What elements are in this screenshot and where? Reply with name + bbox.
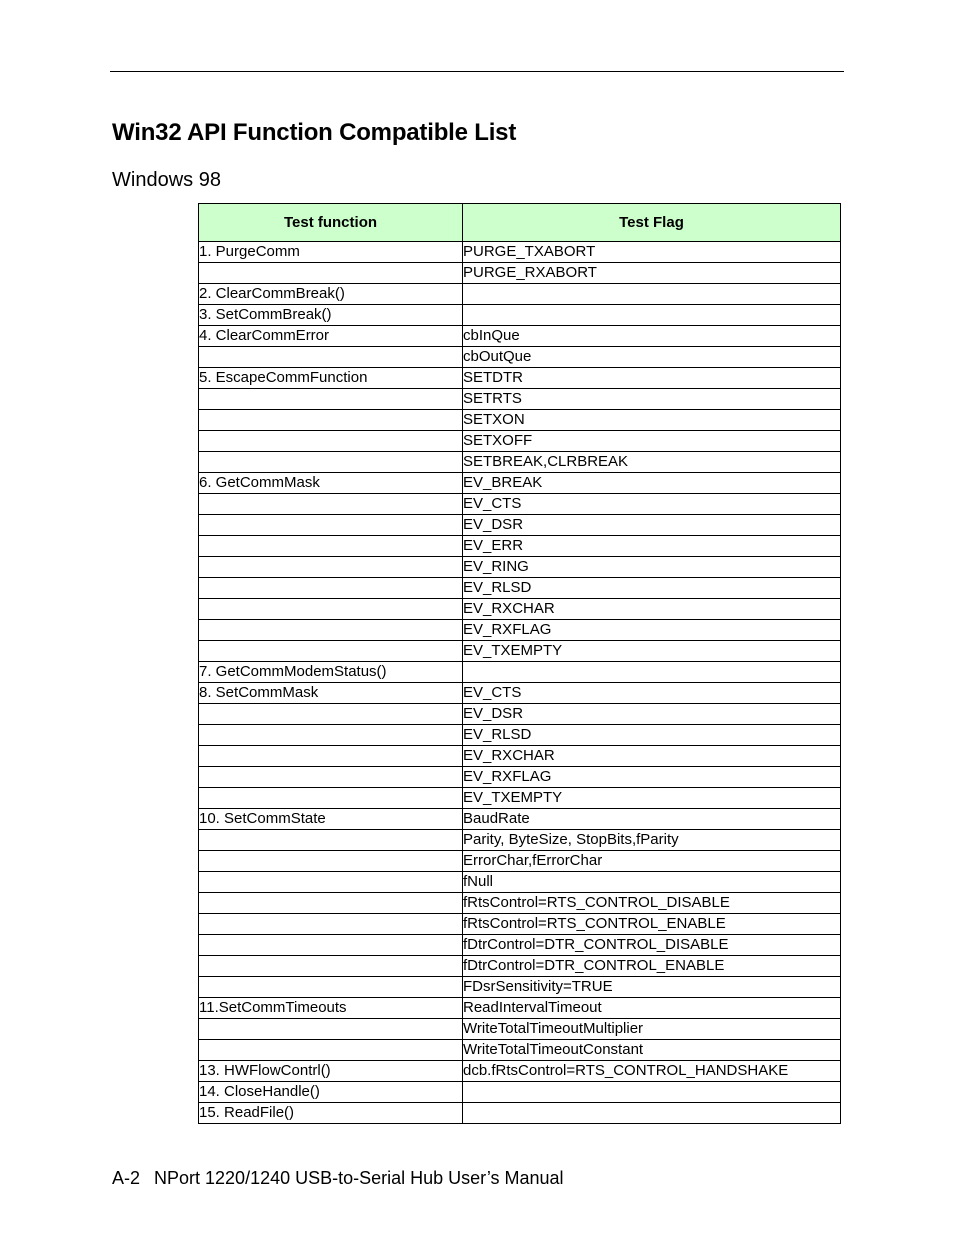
page-number: A-2 [112,1168,141,1188]
cell-test-flag: fDtrControl=DTR_CONTROL_DISABLE [463,935,841,956]
cell-test-function [199,788,463,809]
table-row [199,977,841,998]
table-row [199,704,841,725]
cell-test-function [199,872,463,893]
header-rule [110,71,844,72]
cell-test-function: 7. GetCommModemStatus() [199,662,463,683]
table-row [199,851,841,872]
manual-title: NPort 1220/1240 USB-to-Serial Hub User’s Manual [154,1168,564,1188]
table-row [199,809,841,830]
cell-test-function: 15. ReadFile() [199,1103,463,1124]
cell-test-function: 8. SetCommMask [199,683,463,704]
page-title: Win32 API Function Compatible List [112,119,517,146]
cell-test-flag: cbOutQue [463,347,841,368]
cell-test-flag: WriteTotalTimeoutMultiplier [463,1019,841,1040]
cell-test-flag: EV_RXCHAR [463,746,841,767]
cell-test-flag: EV_TXEMPTY [463,788,841,809]
cell-test-function: 1. PurgeComm [199,242,463,263]
table-row [199,956,841,977]
cell-test-function [199,599,463,620]
table-row [199,347,841,368]
cell-test-function [199,1040,463,1061]
cell-test-function [199,956,463,977]
cell-test-function: 4. ClearCommError [199,326,463,347]
cell-test-flag [463,284,841,305]
cell-test-flag: EV_RING [463,557,841,578]
table-row [199,1103,841,1124]
cell-test-function: 2. ClearCommBreak() [199,284,463,305]
table-row [199,893,841,914]
cell-test-function [199,410,463,431]
cell-test-flag: Parity, ByteSize, StopBits,fParity [463,830,841,851]
table-row [199,452,841,473]
table-row [199,1082,841,1103]
table-row [199,1019,841,1040]
cell-test-flag: EV_CTS [463,494,841,515]
cell-test-function [199,767,463,788]
table-row [199,557,841,578]
table-row [199,389,841,410]
table-row [199,914,841,935]
cell-test-function [199,452,463,473]
cell-test-flag: ReadIntervalTimeout [463,998,841,1019]
table-row [199,515,841,536]
cell-test-flag: EV_TXEMPTY [463,641,841,662]
cell-test-flag: fDtrControl=DTR_CONTROL_ENABLE [463,956,841,977]
cell-test-flag: fRtsControl=RTS_CONTROL_DISABLE [463,893,841,914]
cell-test-flag: fNull [463,872,841,893]
table-row [199,725,841,746]
cell-test-flag: EV_CTS [463,683,841,704]
page-footer [112,1168,564,1189]
table-row [199,830,841,851]
cell-test-function [199,851,463,872]
table-row [199,746,841,767]
table-row [199,473,841,494]
cell-test-function: 11.SetCommTimeouts [199,998,463,1019]
cell-test-function [199,935,463,956]
cell-test-function: 14. CloseHandle() [199,1082,463,1103]
table-row [199,242,841,263]
cell-test-function [199,704,463,725]
cell-test-function: 6. GetCommMask [199,473,463,494]
table-row [199,578,841,599]
cell-test-flag: FDsrSensitivity=TRUE [463,977,841,998]
cell-test-flag: PURGE_TXABORT [463,242,841,263]
cell-test-function [199,515,463,536]
table-row [199,494,841,515]
cell-test-function [199,620,463,641]
table-row [199,431,841,452]
cell-test-flag: cbInQue [463,326,841,347]
cell-test-function [199,1019,463,1040]
cell-test-flag: ErrorChar,fErrorChar [463,851,841,872]
cell-test-function [199,725,463,746]
cell-test-flag: EV_RXFLAG [463,767,841,788]
header-test-function: Test function [199,204,463,242]
cell-test-flag: SETBREAK,CLRBREAK [463,452,841,473]
table-row [199,263,841,284]
table-row [199,935,841,956]
cell-test-flag [463,305,841,326]
table-row [199,641,841,662]
table-row [199,662,841,683]
table-row [199,620,841,641]
cell-test-flag: BaudRate [463,809,841,830]
table-row [199,788,841,809]
cell-test-function [199,494,463,515]
cell-test-function [199,263,463,284]
table-row [199,683,841,704]
cell-test-function [199,347,463,368]
table-row [199,872,841,893]
cell-test-function [199,830,463,851]
cell-test-flag: fRtsControl=RTS_CONTROL_ENABLE [463,914,841,935]
cell-test-function [199,557,463,578]
cell-test-function [199,746,463,767]
cell-test-flag [463,1103,841,1124]
cell-test-function [199,431,463,452]
cell-test-function: 5. EscapeCommFunction [199,368,463,389]
cell-test-flag: SETDTR [463,368,841,389]
cell-test-flag: EV_DSR [463,704,841,725]
table-row [199,998,841,1019]
header-test-flag: Test Flag [463,204,841,242]
cell-test-function: 13. HWFlowContrl() [199,1061,463,1082]
api-compat-table [198,203,841,1124]
cell-test-flag: SETRTS [463,389,841,410]
cell-test-function [199,578,463,599]
cell-test-flag: SETXON [463,410,841,431]
table-row [199,410,841,431]
table-row [199,326,841,347]
cell-test-flag: WriteTotalTimeoutConstant [463,1040,841,1061]
cell-test-function: 3. SetCommBreak() [199,305,463,326]
cell-test-flag: EV_RXFLAG [463,620,841,641]
table-row [199,284,841,305]
cell-test-flag: EV_RLSD [463,725,841,746]
cell-test-flag [463,662,841,683]
table-row [199,767,841,788]
cell-test-flag: SETXOFF [463,431,841,452]
cell-test-function: 10. SetCommState [199,809,463,830]
cell-test-flag: EV_ERR [463,536,841,557]
cell-test-function [199,977,463,998]
cell-test-flag [463,1082,841,1103]
cell-test-flag: EV_RXCHAR [463,599,841,620]
cell-test-function [199,536,463,557]
table-header-row [199,204,841,242]
cell-test-flag: PURGE_RXABORT [463,263,841,284]
table-body [199,242,841,1124]
cell-test-flag: EV_DSR [463,515,841,536]
section-title: Windows 98 [112,169,221,191]
cell-test-function [199,389,463,410]
table-row [199,368,841,389]
cell-test-function [199,641,463,662]
cell-test-flag: EV_BREAK [463,473,841,494]
cell-test-flag: EV_RLSD [463,578,841,599]
cell-test-function [199,914,463,935]
table-row [199,536,841,557]
cell-test-function [199,893,463,914]
table-row [199,305,841,326]
cell-test-flag: dcb.fRtsControl=RTS_CONTROL_HANDSHAKE [463,1061,841,1082]
table-row [199,1040,841,1061]
table-row [199,599,841,620]
table-row [199,1061,841,1082]
